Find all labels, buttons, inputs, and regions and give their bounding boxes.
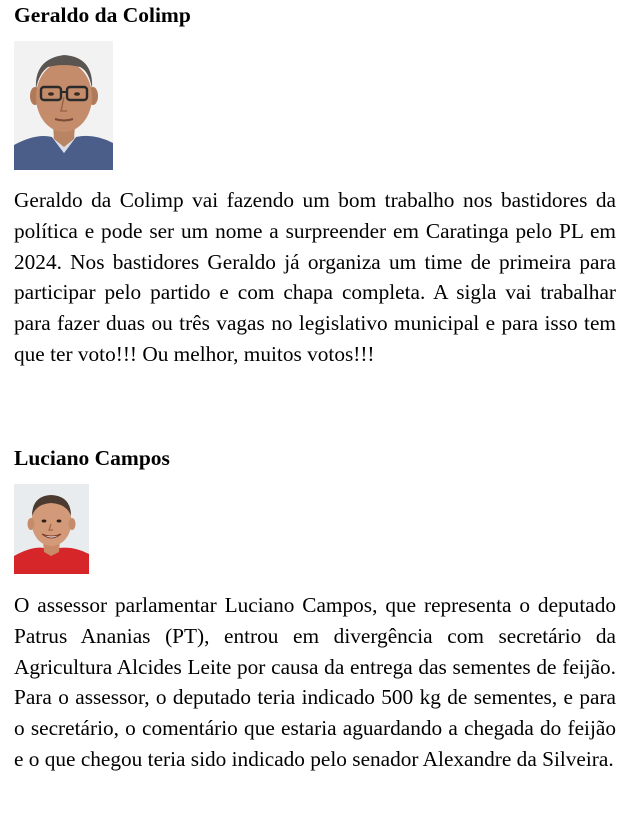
article-body: O assessor parlamentar Luciano Campos, que representa o deputado Patrus Ananias (PT), entrou em divergência com secretário da Agricultura Alcides Leite por causa da entrega das sementes de feijão. Para o assessor, o deputado teria indicado 500 kg de sementes, e para o secretário, o comentário que estaria aguardando a chegada do feijão e o que chegou teria sido indicado pelo senador Alexandre da Silveira. xyxy=(14,593,616,771)
portrait-image xyxy=(14,484,89,574)
portrait-image xyxy=(14,41,113,170)
article-title: Luciano Campos xyxy=(14,446,170,470)
article-body: Geraldo da Colimp vai fazendo um bom trabalho nos bastidores da política e pode ser um nome a surpreender em Caratinga pelo PL em 2024. Nos bastidores Geraldo já organiza um time de primeira para participar pelo partido e com chapa completa. A sigla vai trabalhar para fazer duas ou três vagas no legislativo municipal e para isso tem que ter voto!!! Ou melhor, muitos votos!!! xyxy=(14,188,616,366)
portrait-photo xyxy=(14,484,89,574)
article-title: Geraldo da Colimp xyxy=(14,3,191,27)
portrait-photo xyxy=(14,41,113,170)
